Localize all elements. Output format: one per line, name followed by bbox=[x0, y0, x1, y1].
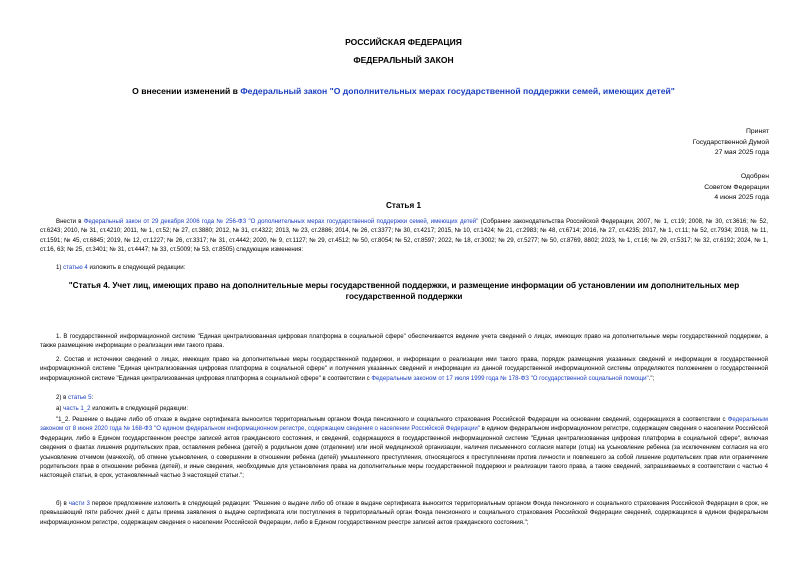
sub1-pre: 1) bbox=[56, 264, 64, 271]
quote-post: в едином федеральном информационном регистре, содержащем сведения о населении Российской Федерации, либо в Едином государственном реестре записей актов гражданского состояния, и сведений, содержащихся в государственной информационной системе "Единая централизованная цифровая платформа в социальной сфере", включая сведения о фактах лишения родительских прав, оставления ребенка (детей) в родильном доме (отделении) или иной медицинской организации, наличия письменного согласия матери (отца) на усыновление ребенка (за исключением согласия на его усыновление отчимом (мачехой), об отмене усыновления, о совершении в отношении ребенка (детей) умышленного преступления, относящегося к преступлениям против личности и повлекшего за собой лишение родительских прав или ограничение родительских прав в отношении ребенка (детей), и иные сведения, необходимые для установления права на дополнительные меры государственной поддержки и реализации такого права, а также сведений, запрашиваемых в соответствии с частью 4 настоящей статьи, в срок, установленный частью 3 настоящей статьи."; bbox=[40, 425, 768, 480]
sub-item-2b bbox=[40, 499, 768, 527]
p2-post: ."; bbox=[648, 374, 655, 382]
law-title-link[interactable]: Федеральный закон "О дополнительных мерах государственной поддержки семей, имеющих детей" bbox=[240, 86, 675, 96]
sub2b-post: первое предложение изложить в следующей редакции: "Решение о выдаче либо об отказе в выдаче сертификата выносится территориальным органом Фонда пенсионного и социального страхования Российской Федерации в срок, не превышающий пяти рабочих дней с даты приема заявления о выдаче сертификата или поступления в территориальный орган Фонда пенсионного и социального страхования Российской Федерации сведений, содержащихся в едином федеральном информационном регистре, содержащем сведения о населении Российской Федерации, либо в Едином государственном реестре записей актов гражданского состояния."; bbox=[40, 500, 768, 526]
sub2a-pre: а) bbox=[56, 405, 64, 412]
approved-block bbox=[704, 172, 769, 204]
article-1-intro bbox=[40, 217, 768, 255]
sub-item-1 bbox=[40, 263, 768, 272]
approved-date: 4 июня 2025 года bbox=[714, 194, 769, 201]
approved-label: Одобрен bbox=[740, 173, 769, 180]
article-4-title: "Статья 4. Учет лиц, имеющих право на дополнительные меры государственной поддержки, и размещение информации об установлении им дополнительных мер государственной поддержки bbox=[68, 281, 740, 301]
part-1-2-text bbox=[40, 415, 768, 481]
article-1-title: Статья 1 bbox=[385, 201, 422, 210]
sub2a-link[interactable]: часть 1_2 bbox=[63, 405, 91, 412]
paragraph-1: 1. В государственной информационной системе "Единая централизованная цифровая платформа в социальной сфере" обеспечивается ведение учета сведений о лицах, имеющих право на дополнительные меры государственной поддержки, а также размещение информации о реализации ими такого права. bbox=[40, 333, 768, 350]
p2-pre: 2. Состав и источники сведений о лицах, имеющих право на дополнительные меры государственной поддержки, и информации о реализации ими такого права, порядок размещения указанных сведений и информации в государственной информационной системе "Единая централизованная цифровая платформа в социальной сфере" и получения указанных сведений и информации из данной государственной информационной системы определяются положением о государственной информационной системе "Единая централизованная цифровая платформа в социальной сфере" в соответствии с bbox=[40, 356, 768, 382]
sub2-link[interactable]: статье 5 bbox=[68, 394, 92, 401]
approved-by: Советом Федерации bbox=[704, 183, 769, 191]
sub-item-2a bbox=[40, 404, 768, 413]
accepted-date: 27 мая 2025 года bbox=[714, 149, 769, 156]
sub1-post: изложить в следующей редакции: bbox=[87, 264, 186, 271]
law-title-prefix: О внесении изменений в bbox=[132, 86, 241, 96]
sub1-link[interactable]: статью 4 bbox=[63, 264, 88, 271]
sub2b-pre: б) в bbox=[56, 500, 69, 507]
quote-link[interactable]: Федеральным законом от 8 июня 2020 года № 168-ФЗ "О едином федеральном информационном регистре, содержащем сведения о населении Российской Федерации" bbox=[40, 416, 768, 433]
country-heading: РОССИЙСКАЯ ФЕДЕРАЦИЯ bbox=[345, 37, 462, 47]
intro-link[interactable]: Федеральный закон от 29 декабря 2006 года № 256-ФЗ "О дополнительных мерах государственной поддержки семей, имеющих детей" bbox=[83, 218, 479, 225]
sub2a-post: изложить в следующей редакции: bbox=[90, 405, 189, 412]
intro-post: (Собрание законодательства Российской Федерации, 2007, № 1, ст.19; 2008, № 30, ст.3616; № 52, ст.6243; 2010, № 31, ст.4210; 2011, № 1, ст.52; № 27, ст.3880; 2012, № 31, ст.4322; 2013, № 23, ст.2886; 2014, № 26, ст.3377; № 30, ст.4217; 2015, № 10, ст.1424; № 21, ст.2983; № 48, ст.6714; 2016, № 27, ст.4235; 2017, № 1, ст.11; № 52, ст.7934; 2018, № 11, ст.1591; № 45, ст.6845; 2019, № 12, ст.1227; № 26, ст.3317; № 31, ст.4442; 2020, № 9, ст.1127; № 29, ст.4512; № 50, ст.8054; № 52, ст.8597; 2022, № 18, ст.3002; № 29, ст.5277; № 50, ст.8769, 8802; 2023, № 1, ст.16; № 29, ст.5317; № 32, ст.6192; 2024, № 1, ст.16, 63; № 25, ст.3401; № 31, ст.4447; № 33, ст.5009; № 53, ст.8505) следующие изменения: bbox=[40, 218, 768, 254]
accepted-by: Государственной Думой bbox=[692, 138, 769, 146]
law-type-heading: ФЕДЕРАЛЬНЫЙ ЗАКОН bbox=[353, 55, 454, 65]
intro-pre: Внести в bbox=[56, 218, 84, 225]
sub2-post: : bbox=[91, 394, 94, 401]
paragraph-2 bbox=[40, 355, 768, 383]
p2-link[interactable]: Федеральным законом от 17 июля 1999 года № 178-ФЗ "О государственной социальной помощи" bbox=[371, 374, 649, 382]
quote-pre: "1_2. Решение о выдаче либо об отказе в выдаче сертификата выносится территориальным органом Фонда пенсионного и социального страхования Российской Федерации на основании сведений, содержащихся в соответствии с bbox=[56, 416, 728, 423]
accepted-label: Принят bbox=[745, 128, 769, 135]
law-title bbox=[0, 86, 807, 96]
sub2-pre: 2) в bbox=[56, 394, 69, 401]
sub2b-link[interactable]: части 3 bbox=[68, 500, 90, 507]
sub-item-2 bbox=[40, 393, 768, 402]
accepted-block bbox=[693, 127, 769, 159]
